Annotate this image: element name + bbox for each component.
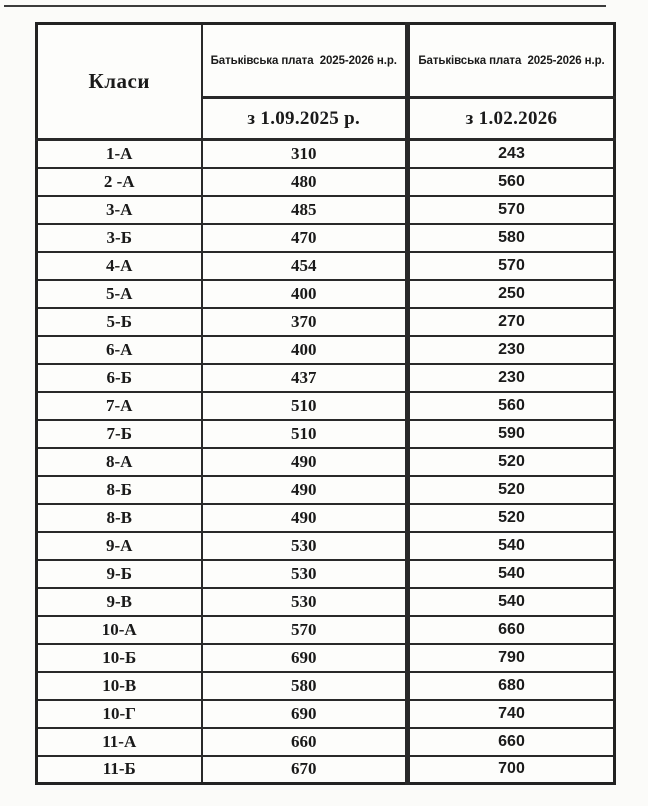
class-cell: 6-А: [37, 336, 202, 364]
fee-february-cell: 243: [408, 140, 615, 168]
header-row-top: [37, 24, 615, 98]
fee-february-cell: 230: [408, 336, 615, 364]
class-cell: 10-Б: [37, 644, 202, 672]
class-cell: 10-Г: [37, 700, 202, 728]
table-row: [37, 644, 615, 672]
table-row: [37, 700, 615, 728]
table-row: [37, 168, 615, 196]
fee-september-cell: 530: [202, 532, 408, 560]
fee-february-cell: 590: [408, 420, 615, 448]
fee-february-cell: 230: [408, 364, 615, 392]
fee-february-cell: 700: [408, 756, 615, 784]
fee-february-cell: 540: [408, 532, 615, 560]
fee-september-cell: 454: [202, 252, 408, 280]
class-cell: 9-Б: [37, 560, 202, 588]
fee-february-cell: 570: [408, 196, 615, 224]
class-cell: 1-А: [37, 140, 202, 168]
fee-february-cell: 560: [408, 168, 615, 196]
table-row: [37, 224, 615, 252]
class-cell: 8-В: [37, 504, 202, 532]
fee-september-cell: 580: [202, 672, 408, 700]
fee-february-cell: 660: [408, 616, 615, 644]
fee-september-cell: 670: [202, 756, 408, 784]
fee-september-cell: 530: [202, 560, 408, 588]
table-row: [37, 336, 615, 364]
fee-february-cell: 790: [408, 644, 615, 672]
fee-february-cell: 250: [408, 280, 615, 308]
table-row: [37, 252, 615, 280]
fee-february-column-header: Батьківська плата 2025-2026 н.р.: [408, 24, 615, 98]
table-row: [37, 560, 615, 588]
fee-february-cell: 660: [408, 728, 615, 756]
fee-september-cell: 400: [202, 336, 408, 364]
fee-september-cell: 490: [202, 504, 408, 532]
fee-february-cell: 520: [408, 448, 615, 476]
fee-february-subheader: з 1.02.2026: [408, 98, 615, 140]
table-row: [37, 196, 615, 224]
table-row: [37, 140, 615, 168]
class-cell: 3-Б: [37, 224, 202, 252]
class-cell: 10-В: [37, 672, 202, 700]
fee-february-cell: 520: [408, 476, 615, 504]
table-row: [37, 308, 615, 336]
table-row: [37, 280, 615, 308]
fee-february-cell: 580: [408, 224, 615, 252]
class-cell: 2 -А: [37, 168, 202, 196]
class-cell: 11-А: [37, 728, 202, 756]
fee-table-body: [37, 140, 615, 784]
fee-february-cell: 520: [408, 504, 615, 532]
table-row: [37, 532, 615, 560]
fee-september-subheader: з 1.09.2025 р.: [202, 98, 408, 140]
class-cell: 5-А: [37, 280, 202, 308]
table-row: [37, 588, 615, 616]
fee-september-cell: 400: [202, 280, 408, 308]
fee-february-cell: 570: [408, 252, 615, 280]
table-row: [37, 728, 615, 756]
class-cell: 7-А: [37, 392, 202, 420]
class-cell: 7-Б: [37, 420, 202, 448]
fee-september-cell: 690: [202, 644, 408, 672]
class-cell: 11-Б: [37, 756, 202, 784]
fee-september-cell: 470: [202, 224, 408, 252]
fee-september-cell: 490: [202, 448, 408, 476]
fee-february-cell: 540: [408, 560, 615, 588]
fee-september-cell: 660: [202, 728, 408, 756]
table-row: [37, 756, 615, 784]
class-cell: 10-А: [37, 616, 202, 644]
class-cell: 9-В: [37, 588, 202, 616]
fee-september-cell: 570: [202, 616, 408, 644]
table-row: [37, 672, 615, 700]
fee-september-cell: 485: [202, 196, 408, 224]
fee-september-cell: 370: [202, 308, 408, 336]
fee-september-cell: 690: [202, 700, 408, 728]
fee-september-cell: 310: [202, 140, 408, 168]
class-cell: 3-А: [37, 196, 202, 224]
table-row: [37, 476, 615, 504]
classes-column-header: Класи: [37, 24, 202, 140]
fee-september-cell: 510: [202, 420, 408, 448]
fee-february-cell: 680: [408, 672, 615, 700]
fee-september-cell: 510: [202, 392, 408, 420]
class-cell: 9-А: [37, 532, 202, 560]
top-scan-line: [4, 5, 606, 7]
table-row: [37, 364, 615, 392]
fee-february-cell: 270: [408, 308, 615, 336]
table-row: [37, 420, 615, 448]
fee-september-cell: 490: [202, 476, 408, 504]
table-row: [37, 616, 615, 644]
table-row: [37, 504, 615, 532]
fee-table-container: [35, 22, 613, 785]
table-row: [37, 448, 615, 476]
fee-september-column-header: Батьківська плата 2025-2026 н.р.: [202, 24, 408, 98]
class-cell: 6-Б: [37, 364, 202, 392]
class-cell: 5-Б: [37, 308, 202, 336]
class-cell: 8-А: [37, 448, 202, 476]
fee-february-cell: 540: [408, 588, 615, 616]
fee-september-cell: 437: [202, 364, 408, 392]
table-row: [37, 392, 615, 420]
fee-september-cell: 530: [202, 588, 408, 616]
class-cell: 8-Б: [37, 476, 202, 504]
fee-september-cell: 480: [202, 168, 408, 196]
fee-february-cell: 740: [408, 700, 615, 728]
class-cell: 4-А: [37, 252, 202, 280]
fee-february-cell: 560: [408, 392, 615, 420]
fee-table: [35, 22, 616, 785]
